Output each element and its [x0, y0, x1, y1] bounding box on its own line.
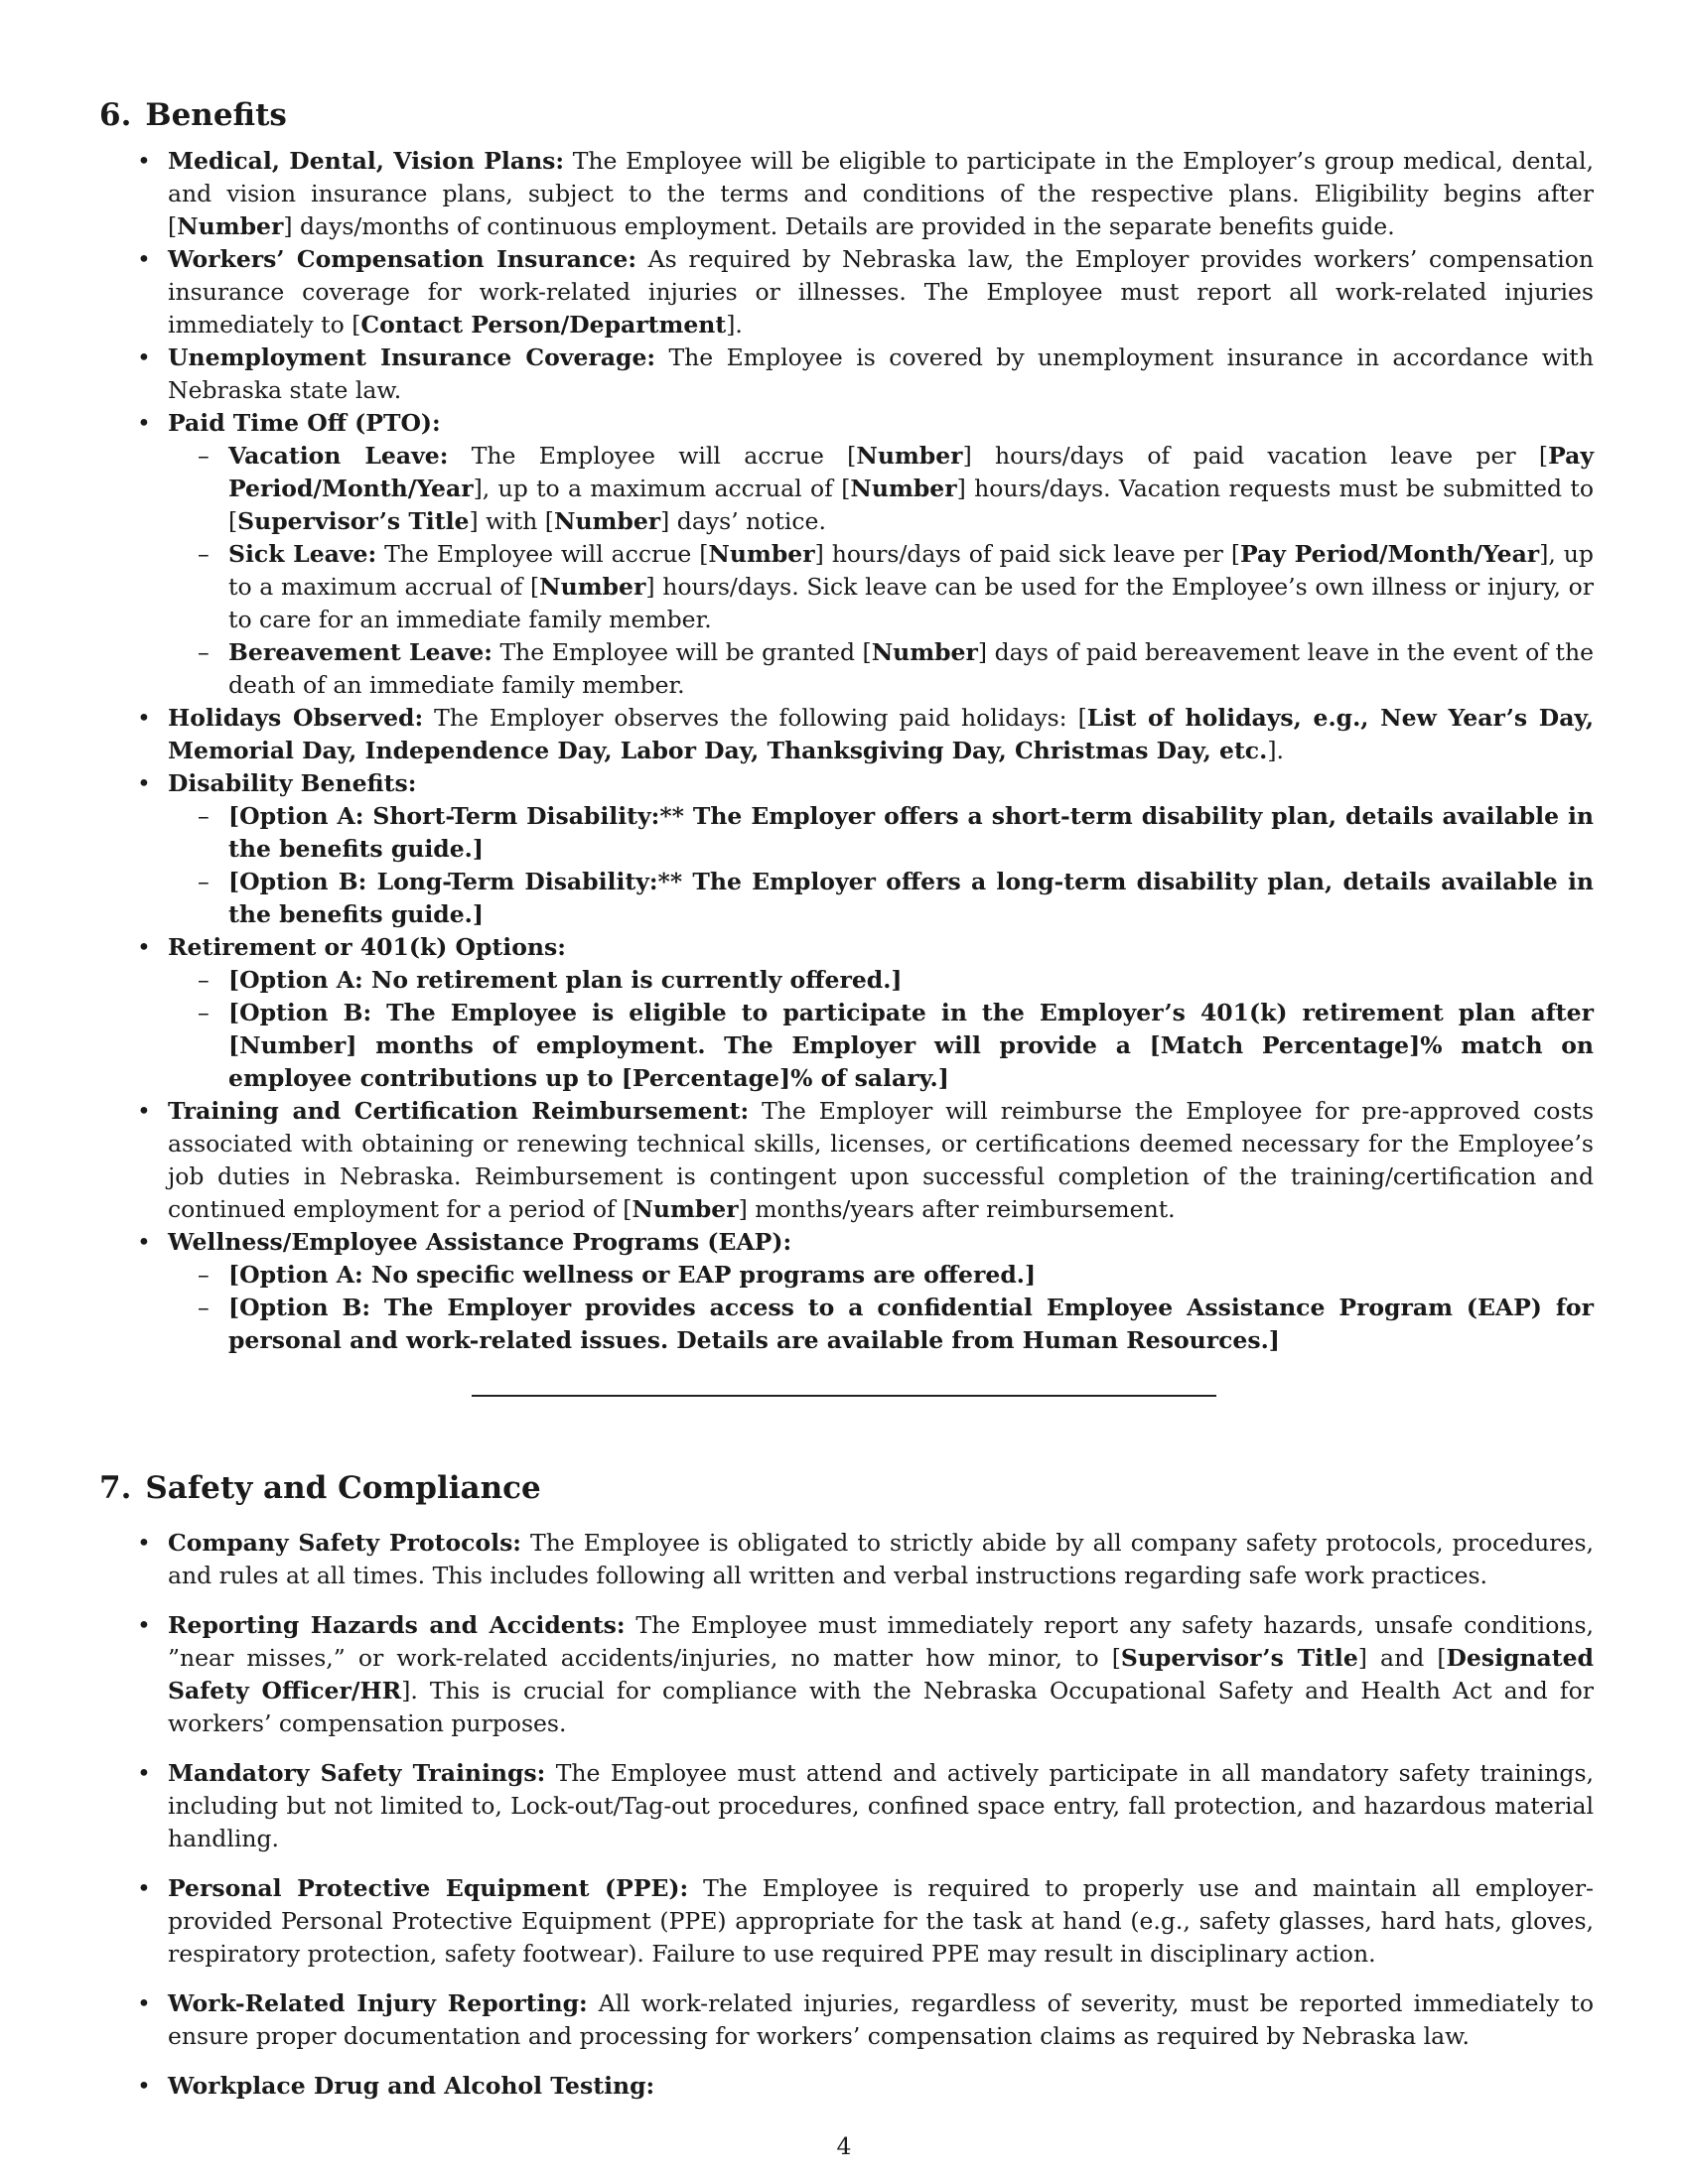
placeholder-field: Number [539, 573, 646, 601]
list-item-retirement [99, 931, 1594, 1095]
placeholder-field: Pay Period/Month/Year [228, 442, 1594, 502]
placeholder-field: Number [871, 638, 978, 666]
benefits-list [99, 145, 1594, 1357]
list-item-drug-testing [99, 2070, 1594, 2103]
item-label: Company Safety Protocols: [168, 1529, 521, 1557]
item-label: Sick Leave: [228, 540, 377, 568]
item-text: ] with [ [469, 507, 554, 535]
option-text: [Option B: Long-Term Disability:** The Employer offers a long-term disability plan, details available in the benefits guide.] [228, 868, 1594, 928]
item-text: The Employer will reimburse the Employee for pre-approved costs associated with obtaining or renewing technical skills, licenses, or certifications deemed necessary for the Employee’s job duties in Nebraska. Reimbursement is contingent upon successful completion of the training/certification and continued employment for a period of [ [168, 1097, 1595, 1223]
section-divider [99, 1357, 1594, 1466]
item-text: ] hours/days. Vacation requests must be submitted to [ [228, 475, 1594, 535]
document-body [99, 93, 1594, 2119]
item-text: The Employer observes the following paid holidays: [ [423, 704, 1087, 732]
list-item-protocols [99, 1527, 1594, 1592]
list-item-injury [99, 1987, 1594, 2053]
item-label: Unemployment Insurance Coverage: [168, 343, 656, 371]
option-text: [Option A: Short-Term Disability:** The Employer offers a short-term disability plan, details available in the benefits guide.] [228, 802, 1594, 863]
section-title: Safety and Compliance [145, 1470, 541, 1506]
item-text: ] days of paid bereavement leave in the event of the death of an immediate family member. [228, 638, 1594, 699]
item-text: The Employee will be eligible to participate in the Employer’s group medical, dental, and vision insurance plans, subject to the terms and conditions of the respective plans. Eligibility begins after [ [168, 147, 1595, 240]
list-item-ppe [99, 1872, 1594, 1971]
item-label: Wellness/Employee Assistance Programs (EAP): [168, 1228, 792, 1256]
item-label: Retirement or 401(k) Options: [168, 933, 566, 961]
item-text: The Employee is obligated to strictly abide by all company safety protocols, procedures, and rules at all times. This includes following all written and verbal instructions regarding safe work practices. [168, 1529, 1594, 1589]
item-text: ] hours/days of paid sick leave per [ [814, 540, 1240, 568]
placeholder-field: Contact Person/Department [360, 311, 727, 339]
item-text: The Employee will accrue [ [448, 442, 857, 470]
item-label: Workers’ Compensation Insurance: [168, 245, 637, 273]
item-text: ], up to a maximum accrual of [ [473, 475, 851, 502]
item-label: Vacation Leave: [228, 442, 449, 470]
item-label: Bereavement Leave: [228, 638, 492, 666]
placeholder-field: Number [708, 540, 815, 568]
item-label: Work-Related Injury Reporting: [168, 1989, 588, 2017]
sublist-item-bereavement [168, 636, 1594, 702]
list-item-holidays [99, 702, 1594, 767]
item-text: The Employee is required to properly use and maintain all employer-provided Personal Protective Equipment (PPE) appropriate for the task at hand (e.g., safety glasses, hard hats, gloves, respiratory protection, safety footwear). Failure to use required PPE may result in disciplinary action. [168, 1874, 1594, 1968]
item-text: The Employee will accrue [ [376, 540, 709, 568]
list-item-reporting [99, 1609, 1594, 1740]
section-title: Benefits [145, 97, 287, 133]
item-text: ] days’ notice. [660, 507, 826, 535]
item-text: The Employee will be granted [ [492, 638, 872, 666]
section-benefits [99, 93, 1594, 1357]
placeholder-field: Supervisor’s Title [237, 507, 470, 535]
item-text: All work-related injuries, regardless of severity, must be reported immediately to ensure proper documentation and processing for workers’ compensation claims as required by Nebraska law. [168, 1989, 1594, 2050]
list-item-pto [99, 407, 1594, 702]
placeholder-field: Pay Period/Month/Year [1240, 540, 1540, 568]
section-safety [99, 1466, 1594, 2103]
item-text: ] hours/days. Sick leave can be used for the Employee’s own illness or injury, or to care for an immediate family member. [228, 573, 1594, 633]
placeholder-field: Number [553, 507, 661, 535]
pto-sublist [168, 440, 1594, 702]
horizontal-rule [472, 1395, 1216, 1397]
option-text: [Option B: The Employee is eligible to participate in the Employer’s 401(k) retirement plan after [Number] months of employment. The Employer will provide a [Match Percentage]% match on employee contributions up to [Percentage]% of salary.] [228, 999, 1594, 1092]
list-item-unemployment [99, 341, 1594, 407]
page-number: 4 [836, 2132, 852, 2160]
sublist-item-sick [168, 538, 1594, 636]
item-label: Training and Certification Reimbursement: [168, 1097, 750, 1125]
item-text: ]. [726, 311, 743, 339]
placeholder-field: Number [632, 1195, 739, 1223]
safety-list [99, 1527, 1594, 2103]
sublist-item-option-a [168, 964, 1594, 997]
item-label: Personal Protective Equipment (PPE): [168, 1874, 689, 1902]
list-item-training [99, 1095, 1594, 1226]
placeholder-field: Number [850, 475, 957, 502]
list-item-trainings [99, 1757, 1594, 1855]
option-text: [Option A: No specific wellness or EAP programs are offered.] [228, 1261, 1037, 1289]
section-heading [99, 1466, 1594, 1510]
list-item-workers-comp [99, 243, 1594, 341]
item-text: ]. This is crucial for compliance with the Nebraska Occupational Safety and Health Act and for workers’ compensation purposes. [168, 1677, 1594, 1737]
placeholder-field: Number [177, 212, 284, 240]
item-text: ] and [ [1357, 1644, 1447, 1672]
sublist-item-option-b [168, 997, 1594, 1095]
retirement-sublist [168, 964, 1594, 1095]
sublist-item-option-a [168, 800, 1594, 866]
sublist-item-option-b [168, 866, 1594, 931]
list-item-disability [99, 767, 1594, 931]
sublist-item-option-a [168, 1259, 1594, 1292]
section-heading [99, 93, 1594, 137]
item-text: ] days/months of continuous employment. Details are provided in the separate benefits guide. [283, 212, 1395, 240]
item-label: Disability Benefits: [168, 769, 417, 797]
disability-sublist [168, 800, 1594, 931]
item-label: Workplace Drug and Alcohol Testing: [168, 2072, 655, 2100]
placeholder-field: List of holidays, e.g., New Year’s Day, Memorial Day, Independence Day, Labor Day, Thanksgiving Day, Christmas Day, etc. [168, 704, 1595, 764]
item-text: The Employee must attend and actively participate in all mandatory safety trainings, including but not limited to, Lock-out/Tag-out procedures, confined space entry, fall protection, and hazardous material handling. [168, 1759, 1595, 1852]
item-text: ], up to a maximum accrual of [ [228, 540, 1594, 601]
option-text: [Option A: No retirement plan is currently offered.] [228, 966, 903, 994]
item-label: Holidays Observed: [168, 704, 424, 732]
sublist-item-vacation [168, 440, 1594, 538]
placeholder-field: Designated Safety Officer/HR [168, 1644, 1594, 1705]
placeholder-field: Supervisor’s Title [1120, 1644, 1358, 1672]
list-item-medical [99, 145, 1594, 243]
item-text: The Employee is covered by unemployment insurance in accordance with Nebraska state law. [168, 343, 1594, 404]
sublist-item-option-b [168, 1292, 1594, 1357]
item-text: ] hours/days of paid vacation leave per [ [962, 442, 1549, 470]
placeholder-field: Number [856, 442, 963, 470]
list-item-wellness [99, 1226, 1594, 1357]
item-label: Medical, Dental, Vision Plans: [168, 147, 565, 175]
section-number: 7. [99, 1470, 132, 1506]
item-text: The Employee must immediately report any safety hazards, unsafe conditions, ”near misses,” or work-related accidents/injuries, no matter how minor, to [ [168, 1611, 1595, 1672]
option-text: [Option B: The Employer provides access to a confidential Employee Assistance Program (EAP) for personal and work-related issues. Details are available from Human Resources.] [228, 1294, 1594, 1354]
item-label: Paid Time Off (PTO): [168, 409, 441, 437]
wellness-sublist [168, 1259, 1594, 1357]
item-text: ] months/years after reimbursement. [738, 1195, 1176, 1223]
item-label: Reporting Hazards and Accidents: [168, 1611, 626, 1639]
section-number: 6. [99, 97, 132, 133]
item-label: Mandatory Safety Trainings: [168, 1759, 546, 1787]
item-text: As required by Nebraska law, the Employer provides workers’ compensation insurance coverage for work-related injuries or illnesses. The Employee must report all work-related injuries immediately to [ [168, 245, 1595, 339]
item-text: ]. [1267, 737, 1284, 764]
